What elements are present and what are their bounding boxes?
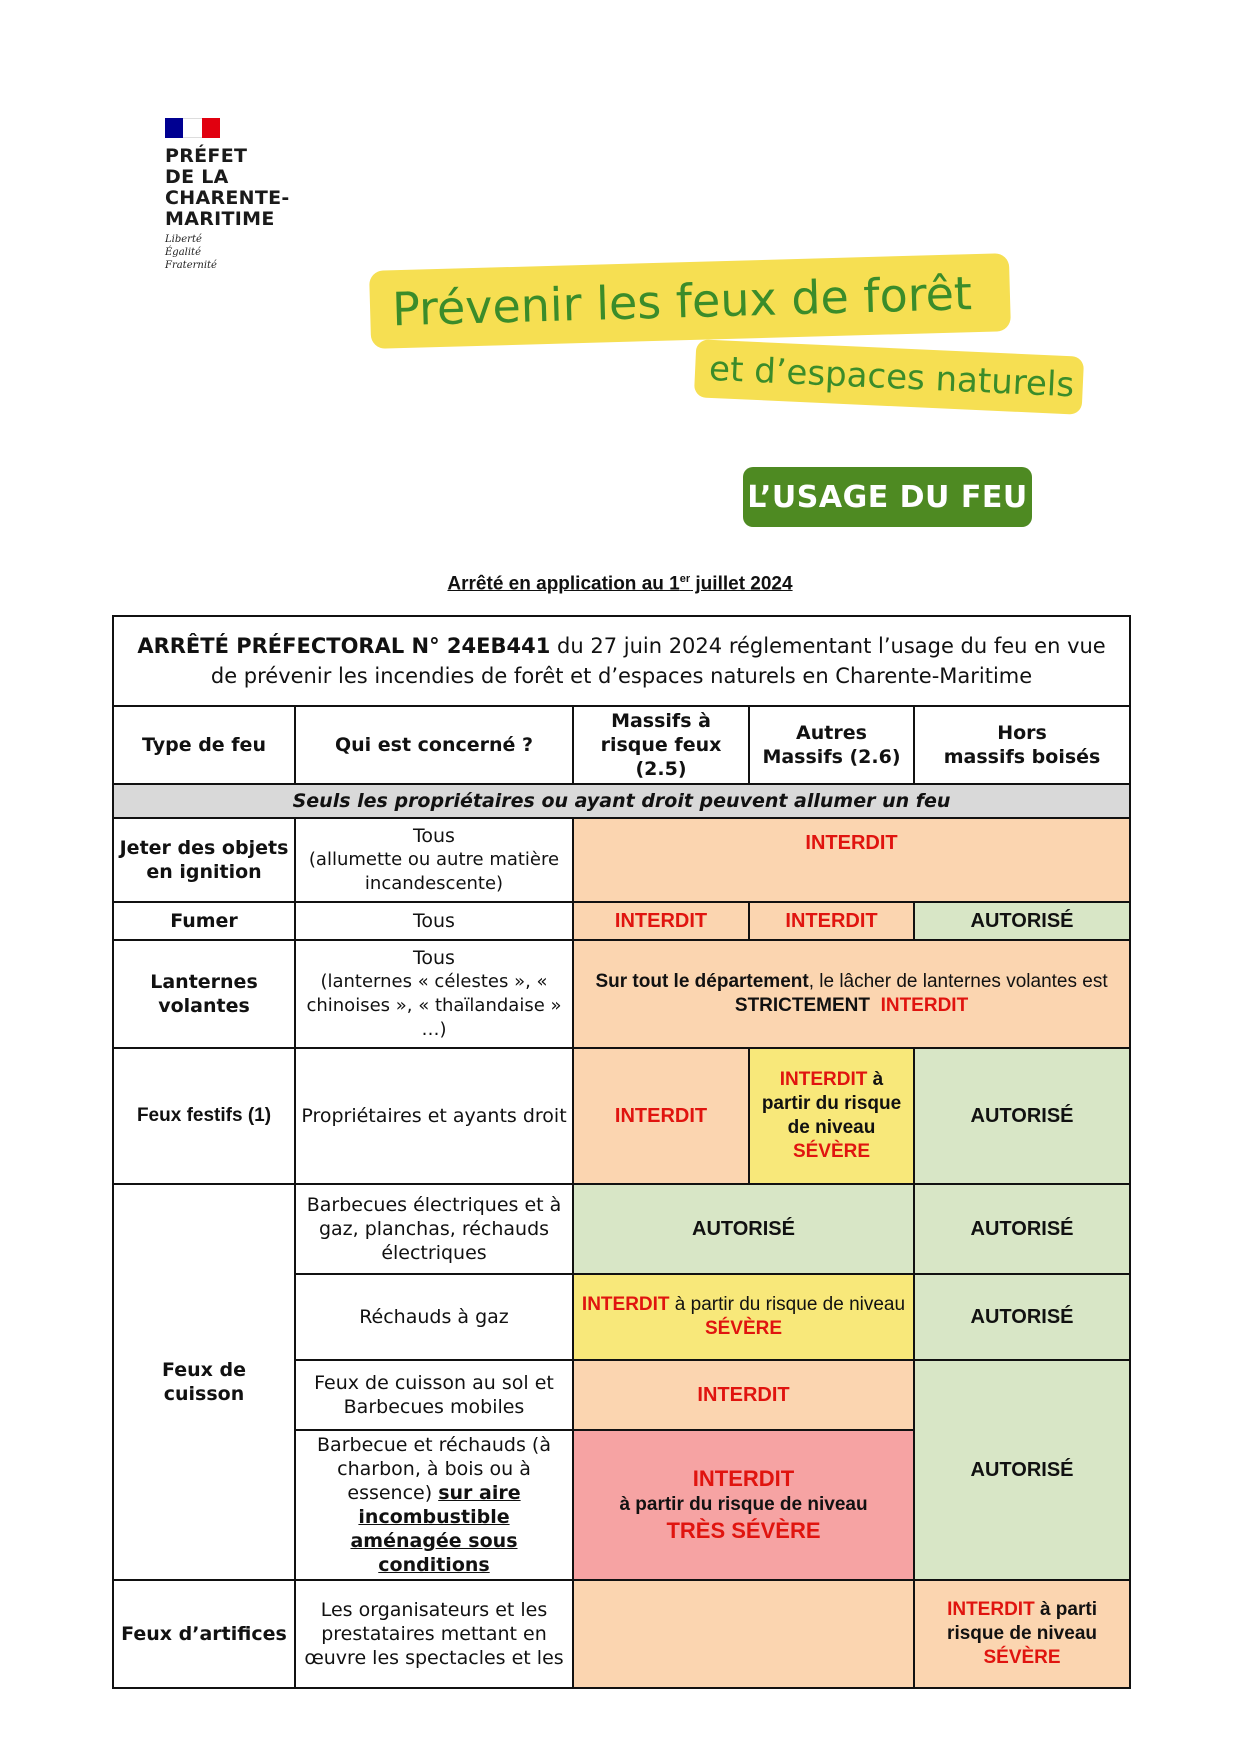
- col-massifs-line1: Massifs à: [611, 710, 711, 732]
- who-charbon-plain: Barbecue et réchauds (à charbon, à bois ou à essence): [317, 1434, 551, 1504]
- sol-interdit: INTERDIT: [697, 1384, 790, 1406]
- sol-massifs: [573, 1360, 914, 1430]
- charbon-massifs: [573, 1430, 914, 1580]
- who-jeter: [295, 818, 573, 902]
- gaz-mid: à partir du risque de niveau: [669, 1294, 906, 1315]
- festifs-hors-text: AUTORISÉ: [970, 1105, 1074, 1127]
- who-sol: Feux de cuisson au sol et Barbecues mobiles: [295, 1360, 573, 1430]
- row-lanternes: [113, 940, 1130, 1048]
- title-line-1: Prévenir les feux de forêt: [391, 266, 973, 337]
- regulation-table: [112, 615, 1131, 1689]
- elec-hors-text: AUTORISÉ: [970, 1218, 1074, 1240]
- who-lanternes: [295, 940, 573, 1048]
- type-jeter: Jeter des objets en ignition: [113, 818, 295, 902]
- gaz-level: SÉVÈRE: [704, 1318, 783, 1339]
- arrete-number: ARRÊTÉ PRÉFECTORAL N° 24EB441: [137, 634, 551, 658]
- type-cuisson: Feux de cuisson: [113, 1184, 295, 1580]
- artifices-mid: à parti risque de niveau: [947, 1599, 1097, 1644]
- lanternes-bold: Sur tout le département: [595, 971, 809, 992]
- charbon-level: TRÈS SÉVÈRE: [666, 1518, 821, 1543]
- badge-label: L’USAGE DU FEU: [747, 479, 1028, 515]
- status-jeter-text: INTERDIT: [805, 832, 898, 854]
- type-festifs: Feux festifs (1): [113, 1048, 295, 1184]
- artifices-level: SÉVÈRE: [983, 1647, 1061, 1668]
- logo-line-1: PRÉFET: [165, 145, 248, 167]
- fumer-hors-text: AUTORISÉ: [970, 910, 1074, 932]
- sol-charbon-hors: [914, 1360, 1130, 1580]
- status-jeter: [573, 818, 1130, 902]
- application-prefix: Arrêté en application au 1: [447, 573, 680, 595]
- republic-motto: [165, 233, 290, 272]
- application-date: [0, 573, 1240, 595]
- col-hors-line2: massifs boisés: [943, 746, 1101, 768]
- usage-feu-badge: [743, 467, 1032, 527]
- col-hors-line1: Hors: [997, 722, 1047, 744]
- french-flag-icon: [165, 118, 220, 138]
- who-charbon-underlined: sur aire incombustible aménagée sous conditions: [350, 1482, 521, 1576]
- fumer-massifs: [573, 902, 749, 940]
- column-header-row: [113, 706, 1130, 784]
- who-charbon: [295, 1430, 573, 1580]
- charbon-mid: à partir du risque de niveau: [619, 1494, 868, 1515]
- col-massifs-risque: [573, 706, 749, 784]
- type-lanternes: Lanternes volantes: [113, 940, 295, 1048]
- title-banner: [369, 253, 1011, 349]
- application-sup: er: [679, 573, 691, 585]
- gaz-massifs: [573, 1274, 914, 1360]
- gaz-hors: [914, 1274, 1130, 1360]
- elec-massifs-text: AUTORISÉ: [692, 1218, 795, 1240]
- gaz-hors-text: AUTORISÉ: [970, 1306, 1074, 1328]
- row-fumer: [113, 902, 1130, 940]
- fumer-hors: [914, 902, 1130, 940]
- gaz-interdit: INTERDIT: [581, 1294, 670, 1315]
- elec-hors: [914, 1184, 1130, 1274]
- festifs-massifs: [573, 1048, 749, 1184]
- prefecture-logo: [165, 118, 290, 272]
- who-jeter-line2: (allumette ou autre matière incandescente): [308, 849, 560, 894]
- arrete-title: [113, 616, 1130, 706]
- festifs-autres-level: SÉVÈRE: [792, 1141, 871, 1162]
- col-autres-massifs: [749, 706, 914, 784]
- row-jeter: [113, 818, 1130, 902]
- who-barbecues-elec: Barbecues électriques et à gaz, planchas, réchauds électriques: [295, 1184, 573, 1274]
- festifs-autres-interdit: INTERDIT: [779, 1069, 868, 1090]
- type-artifices: Feux d’artifices: [113, 1580, 295, 1688]
- who-lanternes-line2: (lanternes « célestes », « chinoises », « thaïlandaise » …): [306, 971, 562, 1040]
- motto-egalite: Égalité: [165, 247, 201, 258]
- type-fumer: Fumer: [113, 902, 295, 940]
- lanternes-interdit: INTERDIT: [880, 995, 969, 1016]
- col-hors-massifs: [914, 706, 1130, 784]
- col-qui-est-concerne: Qui est concerné ?: [295, 706, 573, 784]
- fumer-autres-text: INTERDIT: [785, 910, 878, 932]
- fumer-massifs-text: INTERDIT: [614, 910, 708, 932]
- subtitle-banner: [694, 339, 1084, 415]
- title-line-2: et d’espaces naturels: [708, 348, 1075, 406]
- band-row: [113, 784, 1130, 818]
- row-artifices: [113, 1580, 1130, 1688]
- festifs-autres-mid: à partir du risque de niveau: [761, 1069, 902, 1138]
- lanternes-mid: , le lâcher de lanternes volantes est: [808, 971, 1108, 992]
- elec-massifs: [573, 1184, 914, 1274]
- col-massifs-line2: risque feux (2.5): [600, 734, 722, 780]
- row-cuisson-elec: [113, 1184, 1130, 1274]
- arrete-description: du 27 juin 2024 réglementant l’usage du feu en vue de prévenir les incendies de forêt et d’espaces naturels en Charente-Maritime: [210, 634, 1106, 688]
- motto-fraternite: Fraternité: [165, 260, 217, 271]
- who-artifices: Les organisateurs et les prestataires mettant en œuvre les spectacles et les: [295, 1580, 573, 1688]
- fumer-autres: [749, 902, 914, 940]
- logo-line-3: CHARENTE-: [165, 187, 290, 209]
- charbon-interdit: INTERDIT: [692, 1466, 795, 1491]
- logo-line-4: MARITIME: [165, 208, 275, 230]
- row-festifs: [113, 1048, 1130, 1184]
- artifices-interdit: INTERDIT: [947, 1599, 1035, 1620]
- who-fumer: Tous: [295, 902, 573, 940]
- artifices-hors: [914, 1580, 1130, 1688]
- festifs-hors: [914, 1048, 1130, 1184]
- who-lanternes-line1: Tous: [413, 947, 455, 969]
- motto-liberte: Liberté: [165, 234, 202, 245]
- application-suffix: juillet 2024: [690, 573, 793, 595]
- artifices-massifs: [573, 1580, 914, 1688]
- logo-line-2: DE LA: [165, 166, 229, 188]
- table-header-row: [113, 616, 1130, 706]
- festifs-massifs-text: INTERDIT: [614, 1105, 708, 1127]
- festifs-autres: [749, 1048, 914, 1184]
- col-autres-line1: Autres: [796, 722, 867, 744]
- sol-hors-text: AUTORISÉ: [970, 1459, 1074, 1481]
- status-lanternes: [573, 940, 1130, 1048]
- who-festifs: Propriétaires et ayants droit: [295, 1048, 573, 1184]
- col-autres-line2: Massifs (2.6): [762, 746, 901, 768]
- band-note: Seuls les propriétaires ou ayant droit peuvent allumer un feu: [113, 784, 1130, 818]
- who-rechauds-gaz: Réchauds à gaz: [295, 1274, 573, 1360]
- col-type-de-feu: Type de feu: [113, 706, 295, 784]
- lanternes-strict: STRICTEMENT: [734, 995, 870, 1016]
- who-jeter-line1: Tous: [413, 825, 455, 847]
